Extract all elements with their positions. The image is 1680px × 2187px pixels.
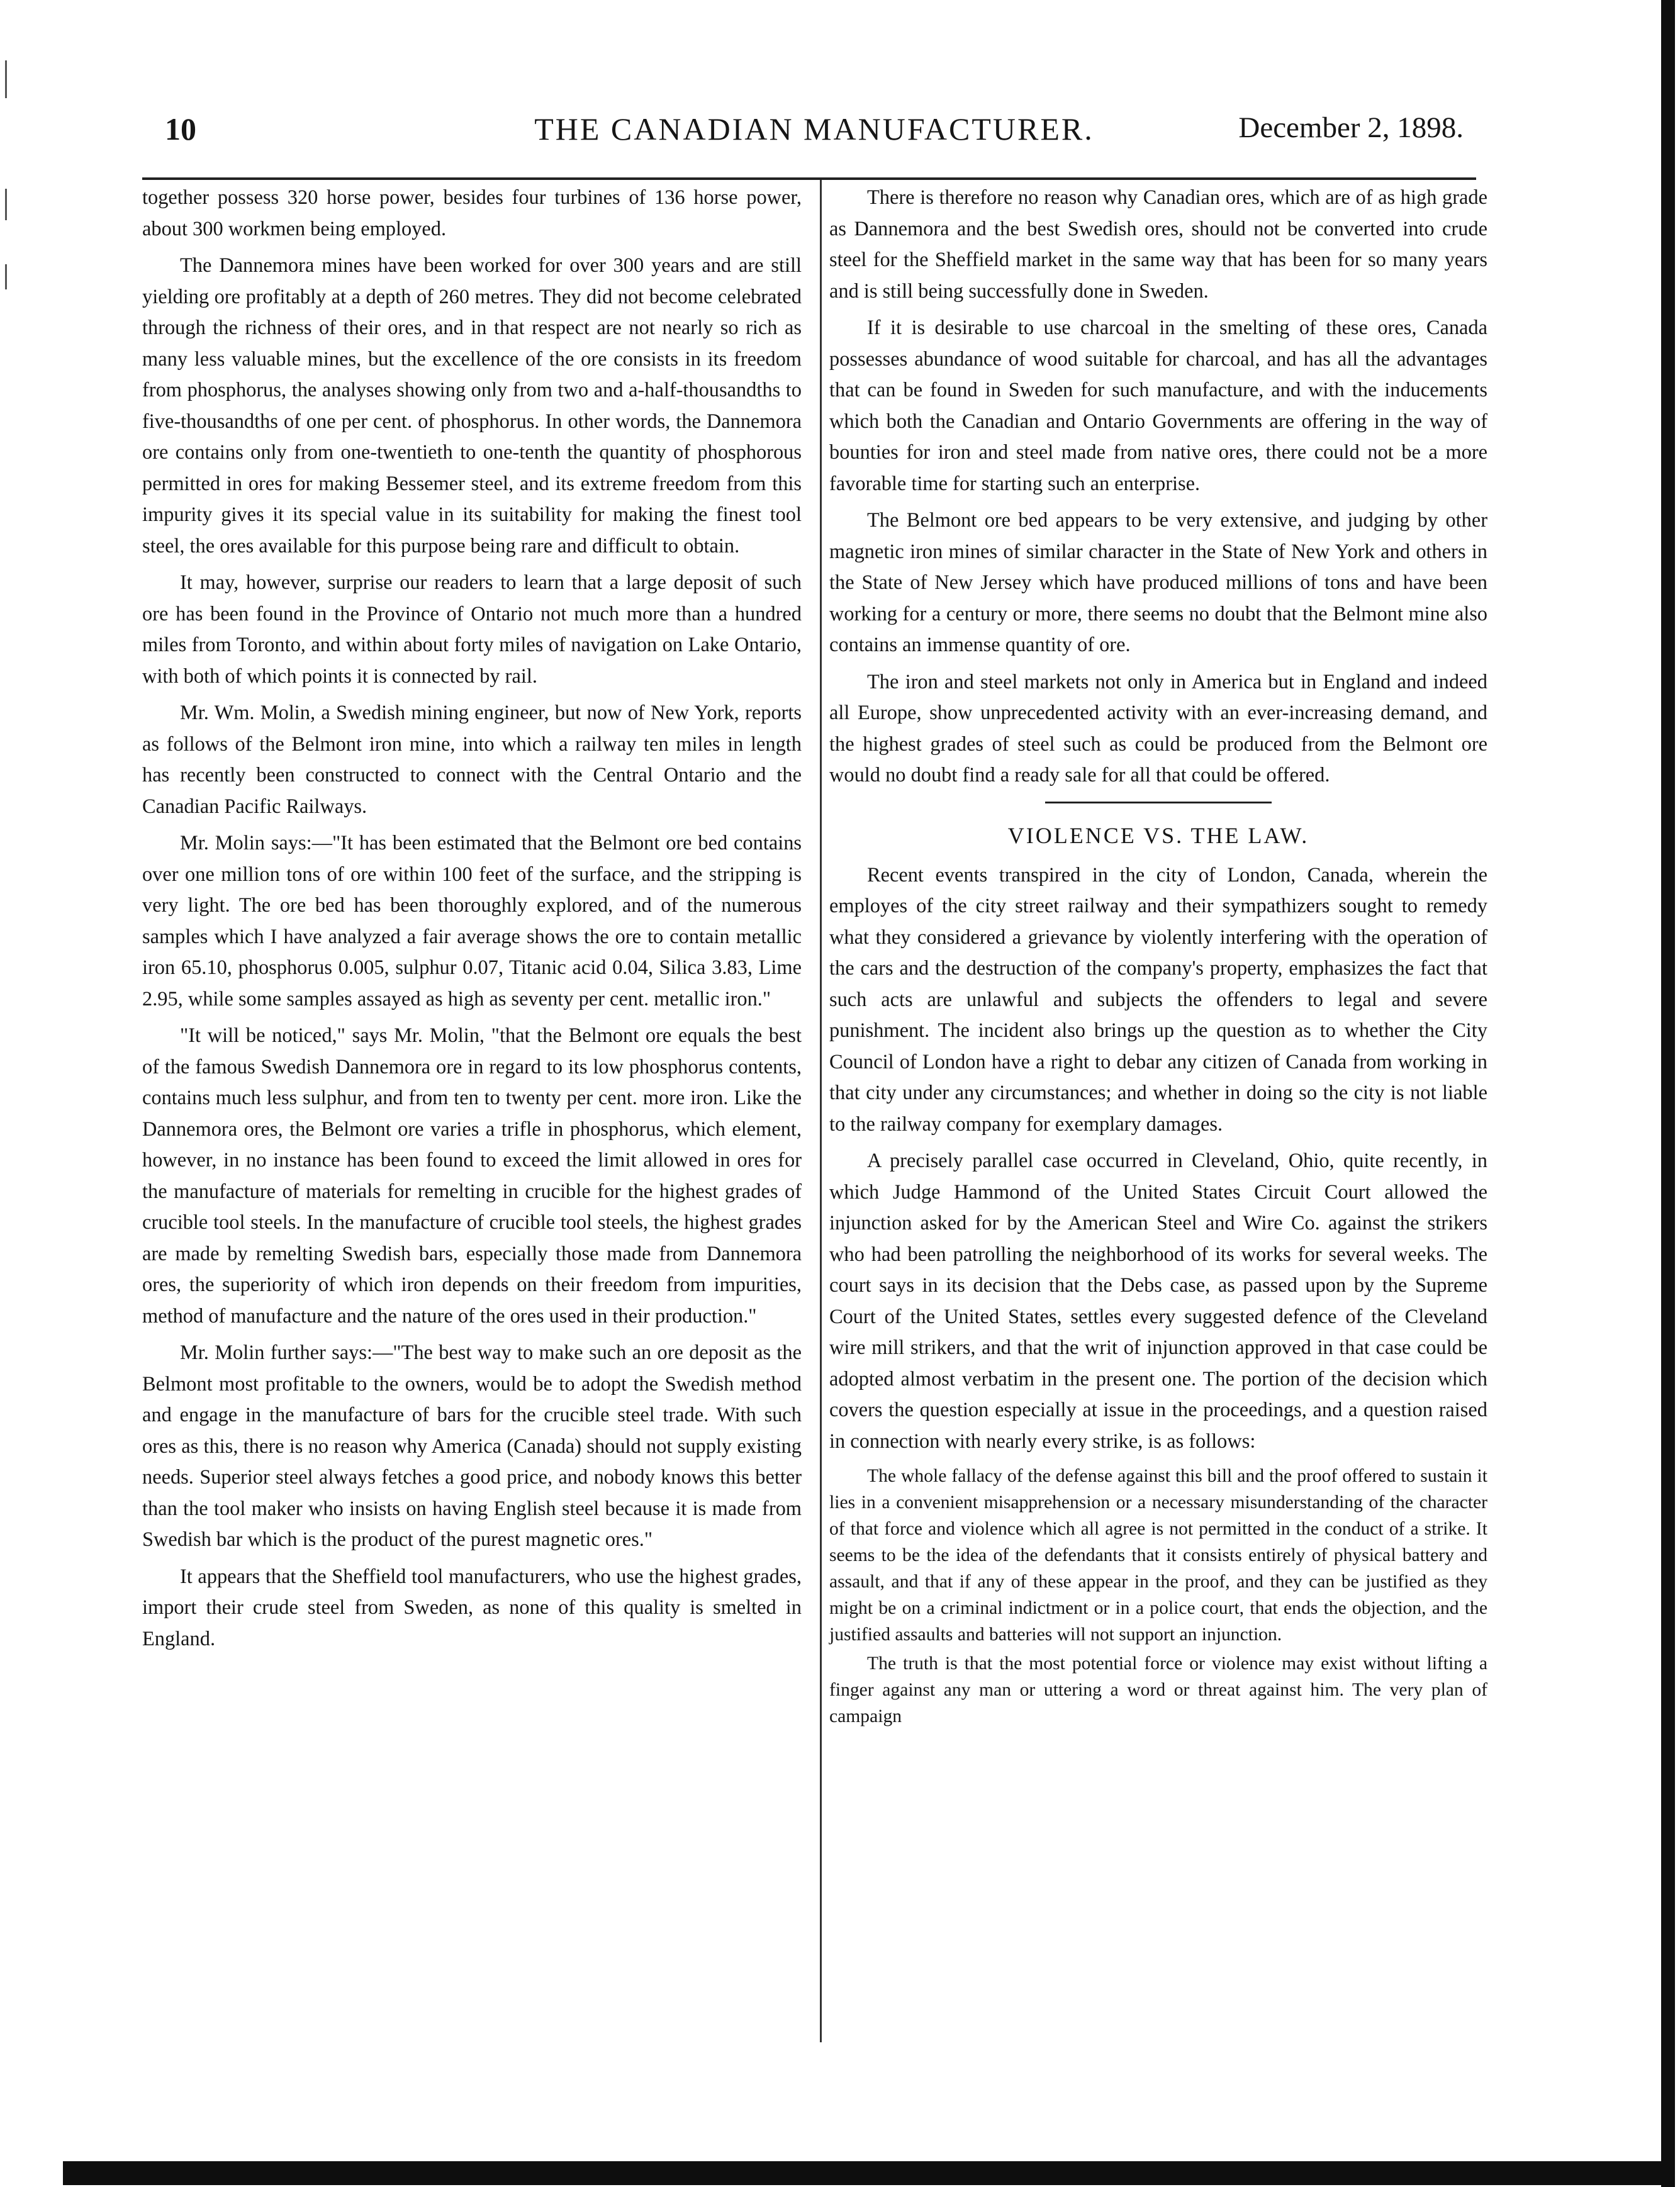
page-header: [165, 111, 1464, 155]
article-paragraph: Mr. Molin further says:—"The best way to make such an ore deposit as the Belmont most profitable to the owners, would be to adopt the Swedish method and engage in the manufacture of bars for the crucible steel trade. With such ores as this, there is no reason why America (Canada) should not supply existing needs. Superior steel always fetches a good price, and nobody knows this better than the tool maker who insists on having English steel because it is made from Swedish bar which is the product of the purest magnetic ores.": [142, 1341, 802, 1551]
article-paragraph: Mr. Wm. Molin, a Swedish mining engineer, but now of New York, reports as follows of the Belmont iron mine, into which a railway ten miles in length has recently been constructed to connect with the Central Ontario and the Canadian Pacific Railways.: [142, 702, 802, 818]
scan-margin-mark: [5, 189, 7, 220]
article-paragraph: It appears that the Sheffield tool manufacturers, who use the highest grades, import their crude steel from Sweden, as none of this quality is smelted in England.: [142, 1565, 802, 1650]
left-column: [142, 182, 802, 1660]
article-paragraph: There is therefore no reason why Canadian ores, which are of as high grade as Dannemora and the best Swedish ores, should not be converted into crude steel for the Sheffield market in the same way that has been for so many years and is still being successfully done in Sweden.: [829, 186, 1487, 303]
article-paragraph: If it is desirable to use charcoal in the smelting of these ores, Canada possesses abundance of wood suitable for charcoal, and has all the advantages that can be found in Sweden for such manufacture, and with the inducements which both the Canadian and Ontario Governments are offering in the way of bounties for iron and steel made from native ores, there could not be a more favorable time for starting such an enterprise.: [829, 316, 1487, 495]
right-column: [829, 182, 1487, 1732]
page-edge-shadow-right: [1661, 0, 1675, 2187]
article-paragraph: A precisely parallel case occurred in Cleveland, Ohio, quite recently, in which Judge Hammond of the United States Circuit Court allowed the injunction asked for by the American Steel and Wire Co. against the strikers who had been patrolling the neighborhood of its works for several weeks. The court says in its decision that the Debs case, as passed upon by the Supreme Court of the United States, settles every suggested defence of the Cleveland wire mill strikers, and that the writ of injunction approved in that case could be adopted almost verbatim in the present one. The portion of the decision which covers the question especially at issue in the proceedings, and a question raised in connection with nearly every strike, is as follows:: [829, 1149, 1487, 1453]
article-paragraph: Mr. Molin says:—"It has been estimated that the Belmont ore bed contains over one million tons of ore within 100 feet of the surface, and the stripping is very light. The ore bed has been thoroughly explored, and of the numerous samples which I have analyzed a fair average shows the ore to contain metallic iron 65.10, phosphorus 0.005, sulphur 0.07, Titanic acid 0.04, Silica 3.83, Lime 2.95, while some samples assayed as high as seventy per cent. metallic iron.": [142, 832, 802, 1010]
article-paragraph: "It will be noticed," says Mr. Molin, "that the Belmont ore equals the best of the famous Swedish Dannemora ore in regard to its low phosphorus contents, contains much less sulphur, and from ten to twenty per cent. more iron. Like the Dannemora ores, the Belmont ore varies a trifle in phosphorus, which element, however, in no instance has been found to exceed the limit allowed in ores for the manufacture of materials for remelting in crucible for the highest grades of crucible tool steels. In the manufacture of crucible tool steels, the highest grades are made by remelting Swedish bars, especially those made from Dannemora ores, the superiority of which iron depends on their freedom from impurities, method of manufacture and the nature of the ores used in their production.": [142, 1024, 802, 1328]
article-paragraph: The iron and steel markets not only in America but in England and indeed all Europe, show unprecedented activity with an ever-increasing demand, and the highest grades of steel such as could be produced from the Belmont ore would no doubt find a ready sale for all that could be offered.: [829, 670, 1487, 786]
page-number: 10: [165, 111, 196, 147]
article-paragraph: The Belmont ore bed appears to be very extensive, and judging by other magnetic iron mines of similar character in the State of New York and others in the State of New Jersey which have produced millions of tons and have been working for a century or more, there seems no doubt that the Belmont mine also contains an immense quantity of ore.: [829, 509, 1487, 656]
publication-title: THE CANADIAN MANUFACTURER.: [534, 111, 1094, 147]
article-paragraph: Recent events transpired in the city of London, Canada, wherein the employes of the city street railway and their sympathizers sought to remedy what they considered a grievance by violently interfering with the operation of the cars and the destruction of the company's property, emphasizes the fact that such acts are unlawful and subjects the offenders to legal and severe punishment. The incident also brings up the question as to whether the City Council of London have a right to debar any citizen of Canada from working in that city under any circumstances; and whether in doing so the city is not liable to the railway company for exemplary damages.: [829, 863, 1487, 1136]
article-paragraph: It may, however, surprise our readers to learn that a large deposit of such ore has been found in the Province of Ontario not much more than a hundred miles from Toronto, and within about forty miles of navigation on Lake Ontario, with both of which points it is connected by rail.: [142, 571, 802, 688]
article-paragraph: together possess 320 horse power, besides four turbines of 136 horse power, about 300 workmen being employed.: [142, 186, 802, 240]
issue-date: December 2, 1898.: [1238, 111, 1464, 144]
article-paragraph: The Dannemora mines have been worked for over 300 years and are still yielding ore profitably at a depth of 260 metres. They did not become celebrated through the richness of their ores, and in that respect are not nearly so rich as many less valuable mines, but the excellence of the ore consists in its freedom from phosphorus, the analyses showing only from two and a-half-thousandths to five-thousandths of one per cent. of phosphorus. In other words, the Dannemora ore contains only from one-twentieth to one-tenth the quantity of phosphorous permitted in ores for making Bessemer steel, and its extreme freedom from this impurity gives it its special value in its suitability for making the finest tool steel, the ores available for this purpose being rare and difficult to obtain.: [142, 254, 802, 557]
scan-margin-mark: [5, 60, 7, 98]
quoted-paragraph: The truth is that the most potential force or violence may exist without lifting a finger against any man or uttering a word or threat against him. The very plan of campaign: [829, 1653, 1487, 1726]
page-edge-shadow-bottom: [63, 2161, 1661, 2185]
section-divider: [1045, 802, 1272, 803]
column-divider: [820, 180, 822, 2042]
scan-margin-mark: [5, 264, 7, 289]
quoted-paragraph: The whole fallacy of the defense against this bill and the proof offered to sustain it lies in a convenient misapprehension or a necessary misunderstanding of the character of that force and violence which all agree is not permitted in the conduct of a strike. It seems to be the idea of the defendants that it consists entirely of physical battery and assault, and that if any of these appear in the proof, and they can be justified as they might be on a criminal indictment or in a police court, that ends the objection, and the justified assaults and batteries will not support an injunction.: [829, 1466, 1487, 1645]
section-heading: VIOLENCE VS. THE LAW.: [1007, 822, 1309, 848]
header-rule: [142, 177, 1476, 180]
